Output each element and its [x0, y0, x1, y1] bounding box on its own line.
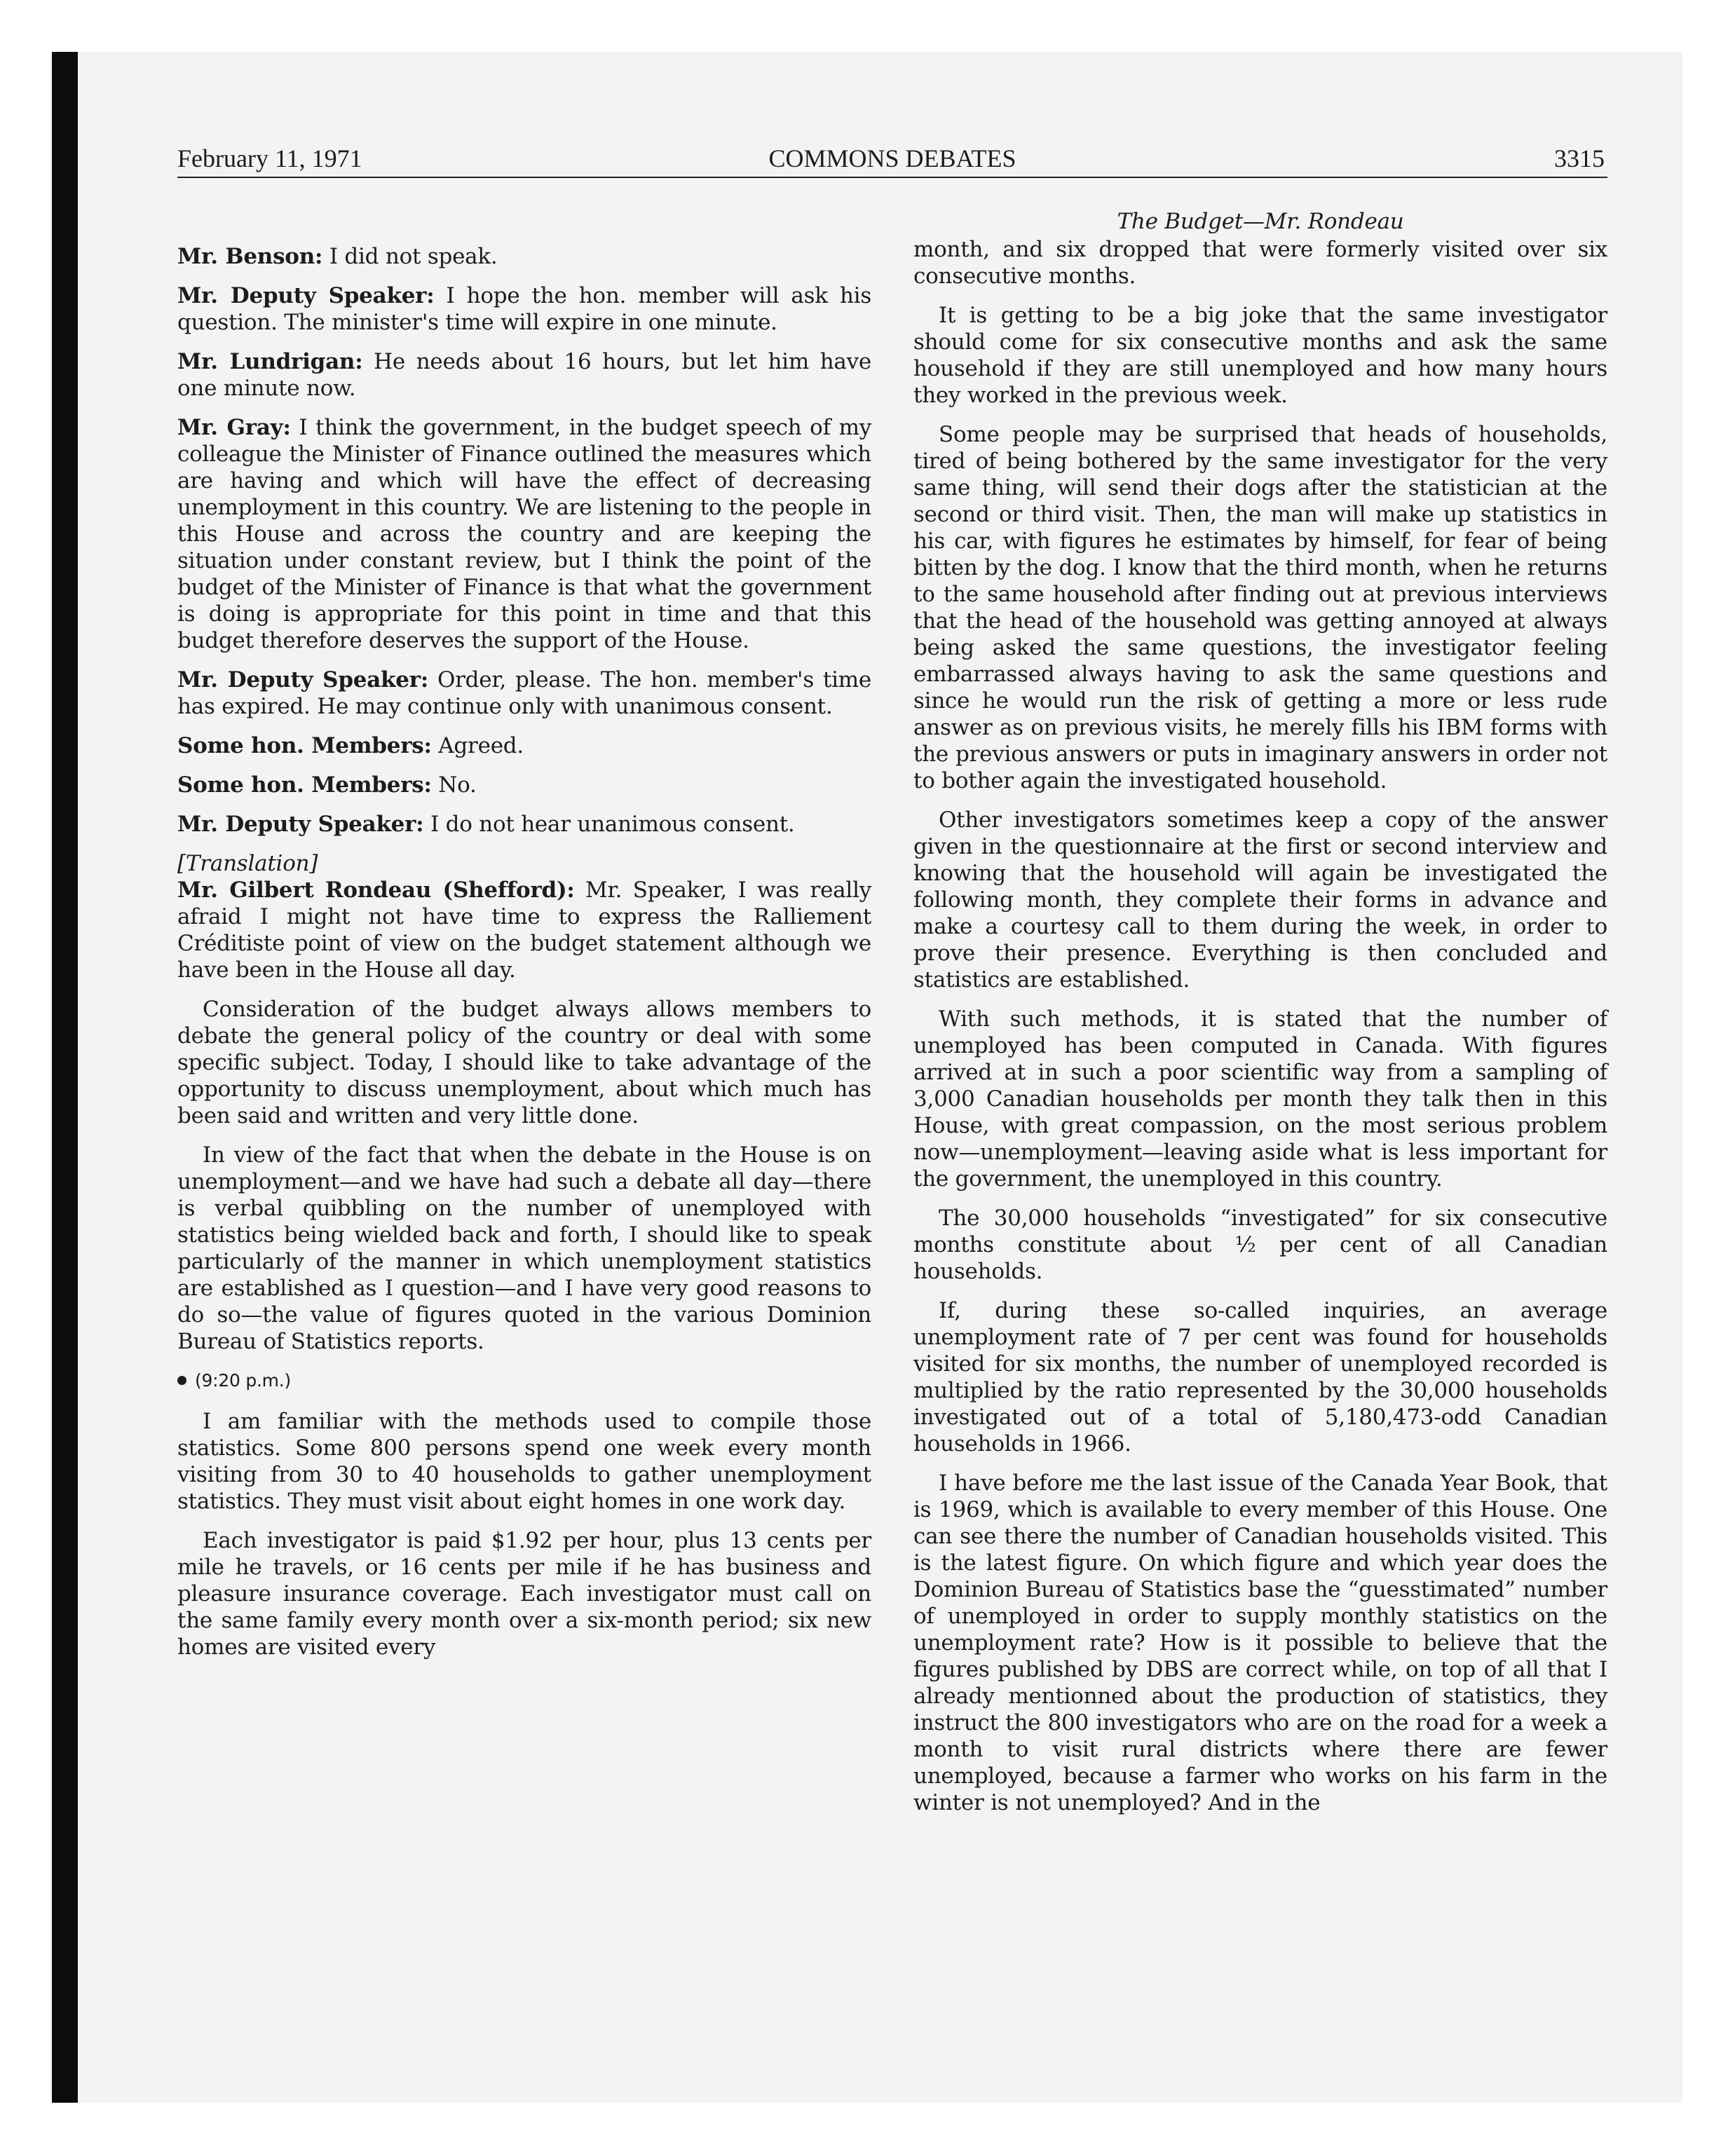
translation-note	[177, 850, 871, 877]
speech-deputy-speaker-2	[177, 667, 871, 720]
speech-deputy-speaker-3	[177, 811, 871, 838]
time-stamp-text: (9:20 p.m.)	[195, 1370, 291, 1391]
scan-binding-edge	[52, 52, 78, 2103]
speaker-name: Mr. Gray:	[177, 415, 291, 440]
speaker-name: Mr. Benson:	[177, 244, 323, 269]
time-stamp	[177, 1367, 871, 1394]
header-date: February 11, 1971	[177, 144, 362, 172]
running-header	[177, 144, 1607, 173]
speech-text: I hope the hon. member will ask his question. The minister's time will expire in one minute.	[177, 283, 871, 335]
speech-text: I think the government, in the budget speech of my colleague the Minister of Finance outlined the measures which are having and which will have the effect of decreasing unemployment in this country. We are listening to the people in this House and across the country and are keeping the situation under constant review, but I think the point of the budget of the Minister of Finance is that what the government is doing is appropriate for this point in time and that this budget therefore deserves the support of the House.	[177, 415, 871, 653]
speech-benson	[177, 243, 871, 270]
right-column	[913, 208, 1607, 1829]
speaker-name: Mr. Gilbert Rondeau (Shefford):	[177, 878, 575, 903]
translation-label: [Translation]	[177, 851, 318, 876]
speech-text: Agreed.	[431, 733, 524, 758]
speech-text: Mr. Speaker, I was really afraid I might not have time to express the Ralliement Créditiste point of view on the budget statement although we have been in the House all day.	[177, 878, 871, 983]
speech-rondeau	[177, 877, 871, 983]
paragraph: If, during these so-called inquiries, an average unemployment rate of 7 per cent was found for households visited for six months, the number of unemployed recorded is multiplied by the ratio represented by the 30,000 households investigated out of a total of 5,180,473-odd Canadian households in 1966.	[913, 1298, 1607, 1456]
bullet-icon	[177, 1376, 186, 1385]
speaker-name: Mr. Deputy Speaker:	[177, 667, 429, 692]
speech-text: I did not speak.	[322, 244, 498, 269]
paragraph: Some people may be surprised that heads of households, tired of being bothered by the same investigator for the very same thing, will send their dogs after the statistician at the second or third visit. Then, the man will make up statistics in his car, with figures he estimates by himself, for fear of being bitten by the dog. I know that the third month, when he returns to the same household after finding out at previous interviews that the head of the household was getting annoyed at always being asked the same questions, the investigator feeling embarrassed always having to ask the same questions and since he would run the risk of getting a more or less rude answer as on previous visits, he merely fills his IBM forms with the previous answers or puts in imaginary answers in order not to bother again the investigated household.	[913, 422, 1607, 793]
speech-text: Order, please. The hon. member's time has expired. He may continue only with unanimous consent.	[177, 667, 871, 719]
paragraph-continued: month, and six dropped that were formerly visited over six consecutive months.	[913, 237, 1607, 289]
paragraph: In view of the fact that when the debate in the House is on unemployment—and we have had such a debate all day—there is verbal quibbling on the number of unemployed with statistics being wielded back and forth, I should like to speak particularly of the manner in which unemployment statistics are established as I question—and I have very good reasons to do so—the value of figures quoted in the various Dominion Bureau of Statistics reports.	[177, 1142, 871, 1354]
speech-gray	[177, 414, 871, 654]
speaker-name: Some hon. Members:	[177, 772, 432, 798]
speaker-name: Mr. Deputy Speaker:	[177, 283, 435, 308]
paragraph: Other investigators sometimes keep a copy of the answer given in the questionnaire at the first or second interview and knowing that the household will again be investigated the following month, they complete their forms in advance and make a courtesy call to them during the week, in order to prove their presence. Everything is then concluded and statistics are established.	[913, 807, 1607, 992]
paragraph: It is getting to be a big joke that the same investigator should come for six consecutive months and ask the same household if they are still unemployed and how many hours they worked in the previous week.	[913, 303, 1607, 408]
paragraph: I have before me the last issue of the Canada Year Book, that is 1969, which is available to every member of this House. One can see there the number of Canadian households visited. This is the latest figure. On which figure and which year does the Dominion Bureau of Statistics base the “guesstimated” number of unemployed in order to supply monthly statistics on the unemployment rate? How is it possible to believe that the figures published by DBS are correct while, on top of all that I already mentionned about the production of statistics, they instruct the 800 investigators who are on the road for a week a month to visit rural districts where there are fewer unemployed, because a farmer who works on his farm in the winter is not unemployed? And in the	[913, 1471, 1607, 1815]
hansard-page	[177, 144, 1607, 2050]
page-number: 3315	[1554, 144, 1605, 172]
speech-lundrigan	[177, 348, 871, 402]
section-heading: The Budget—Mr. Rondeau	[1117, 209, 1404, 234]
speech-text: I do not hear unanimous consent.	[423, 812, 795, 837]
paragraph: The 30,000 households “investigated” for six consecutive months constitute about ½ per cent of all Canadian households.	[913, 1206, 1607, 1284]
header-rule	[177, 177, 1607, 178]
paragraph: Each investigator is paid $1.92 per hour, plus 13 cents per mile he travels, or 16 cents per mile if he has business and pleasure insurance coverage. Each investigator must call on the same family every month over a six-month period; six new homes are visited every	[177, 1528, 871, 1660]
speaker-name: Mr. Deputy Speaker:	[177, 812, 424, 837]
paragraph: I am familiar with the methods used to compile those statistics. Some 800 persons spend one week every month visiting from 30 to 40 households to gather unemployment statistics. They must visit about eight homes in one work day.	[177, 1409, 871, 1514]
speaker-name: Mr. Lundrigan:	[177, 349, 363, 374]
speech-members-agreed	[177, 732, 871, 759]
speech-members-no	[177, 772, 871, 798]
speech-deputy-speaker	[177, 282, 871, 336]
paragraph: Consideration of the budget always allows members to debate the general policy of the country or deal with some specific subject. Today, I should like to take advantage of the opportunity to discuss unemployment, about which much has been said and written and very little done.	[177, 997, 871, 1128]
paragraph: With such methods, it is stated that the number of unemployed has been computed in Canada. With figures arrived at in such a poor scientific way from a sampling of 3,000 Canadian households per month they talk then in this House, with great compassion, on the most serious problem now—unemployment—leaving aside what is less important for the government, the unemployed in this country.	[913, 1007, 1607, 1192]
speech-text: No.	[431, 772, 477, 798]
speech-text: He needs about 16 hours, but let him have one minute now.	[177, 349, 871, 401]
speaker-name: Some hon. Members:	[177, 733, 432, 758]
publication-title: COMMONS DEBATES	[768, 144, 1016, 172]
left-column	[177, 243, 871, 1673]
